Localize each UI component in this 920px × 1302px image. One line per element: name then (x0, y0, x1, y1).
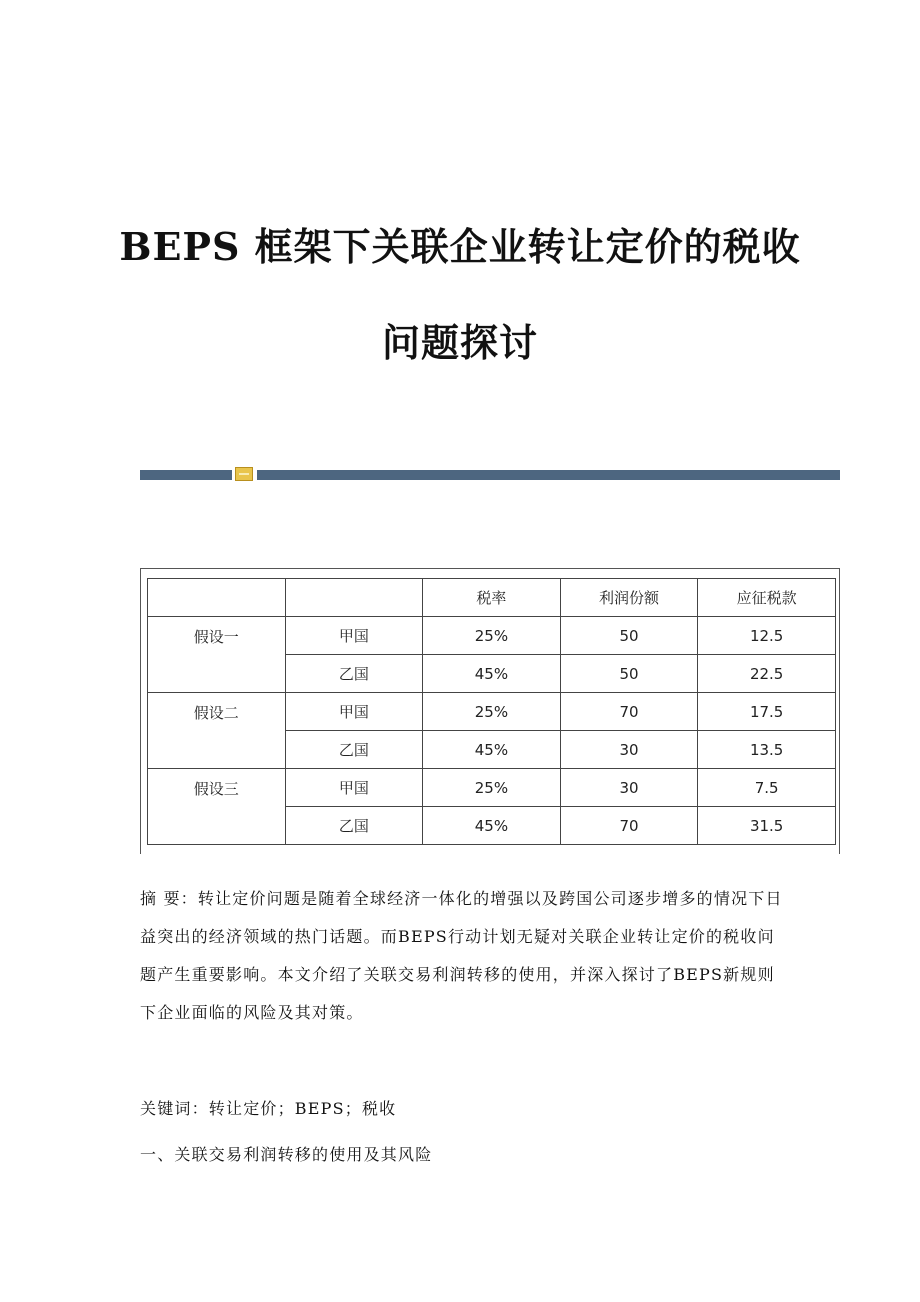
decorative-badge-icon (235, 467, 253, 481)
scenario-label: 假设一 (148, 617, 286, 693)
rate-cell: 25% (423, 617, 561, 655)
rate-cell: 45% (423, 655, 561, 693)
country-cell: 甲国 (285, 769, 423, 807)
scenario-label: 假设三 (148, 769, 286, 845)
table-header-cell (148, 579, 286, 617)
tax-cell: 12.5 (698, 617, 836, 655)
rate-cell: 25% (423, 769, 561, 807)
table-row (148, 617, 836, 655)
tax-cell: 31.5 (698, 807, 836, 845)
tax-cell: 13.5 (698, 731, 836, 769)
decorative-rule-right (257, 470, 840, 480)
scenario-label: 假设二 (148, 693, 286, 769)
title-line-2: 问题探讨 (381, 320, 538, 365)
keywords-line: 关键词：转让定价；BEPS；税收 (140, 1099, 397, 1118)
share-cell: 50 (560, 617, 698, 655)
decorative-rule-left (140, 470, 232, 480)
table-header-cell: 应征税款 (698, 579, 836, 617)
title-line-1: BEPS 框架下关联企业转让定价的税收 (119, 224, 801, 269)
table-row (148, 693, 836, 731)
share-cell: 30 (560, 769, 698, 807)
table-header-cell: 利润份额 (560, 579, 698, 617)
table-header-cell (285, 579, 423, 617)
share-cell: 30 (560, 731, 698, 769)
country-cell: 甲国 (285, 617, 423, 655)
table-header-cell: 税率 (423, 579, 561, 617)
country-cell: 乙国 (285, 807, 423, 845)
table-row (148, 769, 836, 807)
section-heading-1: 一、关联交易利润转移的使用及其风险 (140, 1145, 433, 1164)
rate-cell: 45% (423, 807, 561, 845)
rate-cell: 45% (423, 731, 561, 769)
rate-cell: 25% (423, 693, 561, 731)
tax-cell: 17.5 (698, 693, 836, 731)
country-cell: 乙国 (285, 655, 423, 693)
tax-cell: 7.5 (698, 769, 836, 807)
share-cell: 70 (560, 693, 698, 731)
tax-cell: 22.5 (698, 655, 836, 693)
country-cell: 乙国 (285, 731, 423, 769)
table-header-row (148, 579, 836, 617)
tax-table (147, 578, 836, 845)
share-cell: 50 (560, 655, 698, 693)
country-cell: 甲国 (285, 693, 423, 731)
share-cell: 70 (560, 807, 698, 845)
abstract-paragraph: 摘 要：转让定价问题是随着全球经济一体化的增强以及跨国公司逐步增多的情况下日益突出的经济领域的热门话题。而BEPS行动计划无疑对关联企业转让定价的税收问题产生重要影响。本文介绍了关联交易利润转移的使用，并深入探讨了BEPS新规则下企业面临的风险及其对策。 (140, 889, 783, 1022)
